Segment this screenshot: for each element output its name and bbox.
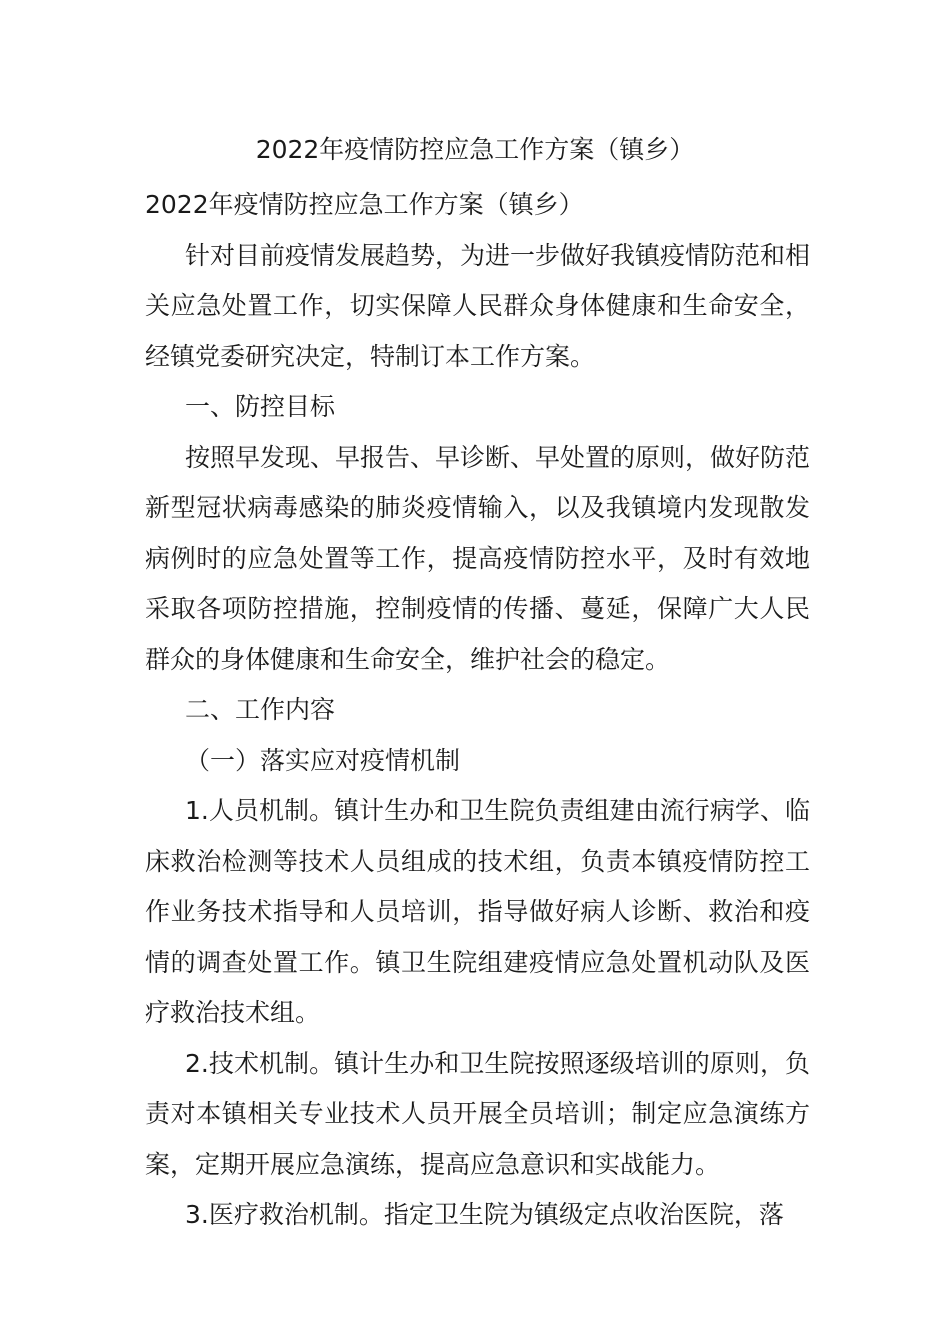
paragraph-medical-mechanism: 3.医疗救治机制。指定卫生院为镇级定点收治医院，落 (185, 1200, 784, 1229)
subsection-heading-mechanism: （一）落实应对疫情机制 (185, 745, 461, 775)
document-title: 2022年疫情防控应急工作方案（镇乡） (255, 135, 695, 164)
document-subtitle: 2022年疫情防控应急工作方案（镇乡） (145, 190, 584, 219)
paragraph-intro: 针对目前疫情发展趋势，为进一步做好我镇疫情防范和相关应急处置工作，切实保障人民群众身体健康和生命安全，经镇党委研究决定，特制订本工作方案。 (145, 240, 811, 371)
section-heading-goals: 一、防控目标 (185, 392, 336, 421)
section-heading-content: 二、工作内容 (185, 695, 336, 724)
paragraph-goals: 按照早发现、早报告、早诊断、早处置的原则，做好防范新型冠状病毒感染的肺炎疫情输入，以及我镇境内发现散发病例时的应急处置等工作，提高疫情防控水平，及时有效地采取各项防控措施，控制疫情的传播、蔓延，保障广大人民群众的身体健康和生命安全，维护社会的稳定。 (145, 442, 811, 674)
paragraph-technical-mechanism: 2.技术机制。镇计生办和卫生院按照逐级培训的原则，负责对本镇相关专业技术人员开展全员培训；制定应急演练方案，定期开展应急演练，提高应急意识和实战能力。 (145, 1048, 810, 1179)
paragraph-personnel-mechanism: 1.人员机制。镇计生办和卫生院负责组建由流行病学、临床救治检测等技术人员组成的技术组，负责本镇疫情防控工作业务技术指导和人员培训，指导做好病人诊断、救治和疫情的调查处置工作。镇卫生院组建疫情应急处置机动队及医疗救治技术组。 (145, 796, 810, 1027)
document-body (145, 180, 810, 1241)
